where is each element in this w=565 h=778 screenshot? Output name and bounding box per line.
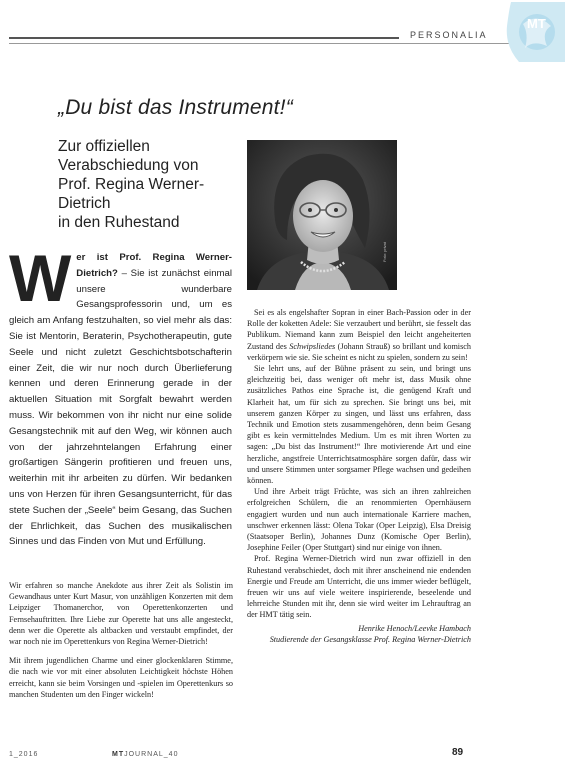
subtitle-line: Zur offiziellen	[58, 138, 150, 155]
subtitle-line: in den Ruhestand	[58, 214, 180, 231]
body-text-run: (Johann Strauß) so brillant und komisch verkörpern wie sie. Sie scheint es nicht zu spielen, sondern zu sein!	[247, 341, 472, 362]
portrait-photo	[247, 140, 397, 290]
footer-journal	[112, 751, 178, 758]
author-signature	[247, 623, 471, 645]
song-title: Schwipsliedes	[289, 341, 336, 351]
photo-credit: Foto: privat	[382, 241, 387, 262]
footer-journal-bold: MT	[112, 751, 125, 758]
body-paragraph: Wir erfahren so manche Anekdote aus ihrer Zeit als Solistin im Gewandhaus unter Kurt Masur, von unzähligen Konzerten mit dem Leipziger Thomanerchor, von Operettenkonzerten und Fernsehauftritten. Ihre Liebe zur Operette hat uns alle angesteckt, denn wer die Operette als altbacken und verstaubt empfindet, der war noch nie im Operettenkurs von Regina Werner-Dietrich!	[9, 581, 233, 647]
body-text-run: Sei es als engelshafter Sopran in einer Bach-Passion oder in der Rolle der koketten Adele: Sie verzaubert und berührt, sie fesselt das Publikum. Niemand kann zum Beispiel den leicht angeheiterten Zustand des	[247, 308, 471, 351]
footer-journal-rest: JOURNAL_40	[124, 751, 179, 758]
logo-text: MT	[527, 16, 546, 31]
left-column	[9, 580, 233, 700]
lead-text: – Sie ist zunächst einmal unsere wunderbare Gesangsprofessorin und, um es gleich am Anfang festzuhalten, so viel mehr als das: Sie ist Mentorin, Beraterin, Psychotherapeutin, gute Seele und nicht zuletzt Geschichtsbotschafterin einer Zeit, die wir nur noch durch Überlieferung kennen und deren Erinnerung gerade in der aktuellen Situation mit Sorgfalt bewahrt werden muss. Wir bekommen von ihr nicht nur eine solide Gesangstechnik mit auf den Weg, wir können auch von der jahrzehntelangen Erfahrung einer großartigen Sängerin profitieren und freuen uns, weiterhin mit ihr arbeiten zu dürfen. Wir bedanken uns von Herzen für ihren Gesangsunterricht, für das stete Suchen der „Seele“ beim Gesang, das Suchen der Ehrlichkeit, das Suchen des musikalischen Sinnes und das Finden von Mut und Erfüllung.	[9, 267, 232, 548]
body-paragraph	[247, 307, 471, 363]
right-column	[247, 307, 471, 645]
drop-cap: W	[9, 241, 72, 315]
article-headline: „Du bist das Instrument!“	[58, 96, 293, 119]
article-subtitle	[58, 137, 243, 232]
journal-logo	[503, 2, 565, 62]
footer-issue: 1_2016	[9, 751, 39, 758]
signature-role: Studierende der Gesangsklasse Prof. Regina Werner-Dietrich	[269, 634, 471, 644]
signature-authors: Henrike Henoch/Leevke Hambach	[358, 623, 471, 633]
subtitle-line: Prof. Regina Werner-Dietrich	[58, 176, 205, 212]
subtitle-line: Verabschiedung von	[58, 157, 199, 174]
logo-graphic	[503, 2, 565, 62]
page-number: 89	[452, 747, 464, 758]
lead-question: er ist Prof. Regina Werner-Dietrich?	[76, 252, 232, 279]
body-paragraph: Mit ihrem jugendlichen Charme und einer glockenklaren Stimme, die nach wie vor mit einer absoluten Leichtigkeit höchste Höhen erreicht, kann sie beim Vorsingen und -spielen im Operettenkurs so manchen Studenten um den Finger wickeln!	[9, 656, 233, 699]
body-paragraph: Sie lehrt uns, auf der Bühne präsent zu sein, und bringt uns gleichzeitig bei, dass weniger oft mehr ist, dass Musik ohne zusätzliches Pathos eine Sprache ist, die genügend Kraft und Klarheit hat, um für sich zu sprechen. Sie bringt uns bei, mit unserem ganzen Körper zu singen, und lässt uns erfahren, dass Technik und Emotion stets zusammengehören, denn beim Gesang gibt es kein vermittelndes Medium. Um es mit ihren Worten zu sagen: „Du bist das Instrument!“ Ihre motivierende Art und eine herzliche, angstfreie Unterrichtsatmosphäre sorgen dafür, dass wir und unsere Stimmen unter sorgsamer Pflege wachsen und gedeihen können.	[247, 364, 471, 486]
header-rule-thick	[9, 37, 399, 39]
lead-paragraph	[9, 241, 232, 550]
section-label: PERSONALIA	[410, 30, 488, 40]
header-rule-thin	[9, 43, 559, 44]
portrait-image	[247, 140, 397, 290]
body-paragraph: Prof. Regina Werner-Dietrich wird nun zwar offiziell in den Ruhestand verabschiedet, doch mit ihrer anscheinend nie endenden Energie und Freude am Unterricht, die uns immer wieder beflügelt, freuen wir uns auf viele weitere inspirierende, beseelende und lehrreiche Stunden mit ihr, denn sie wird weiter im Lehrauftrag an der HMT tätig sein.	[247, 554, 471, 620]
body-paragraph: Und ihre Arbeit trägt Früchte, was sich an ihren zahlreichen erfolgreichen Schülern, die an renommierten Opernhäusern engagiert wurden und nun auch internationale Karriere machen, unschwer erkennen lässt: Olena Tokar (Oper Leipzig), Elsa Dreisig (Staatsoper Berlin), Johannes Dunz (Komische Oper Berlin), Josephine Feiler (Oper Stuttgart) sind nur einige von ihnen.	[247, 487, 471, 553]
